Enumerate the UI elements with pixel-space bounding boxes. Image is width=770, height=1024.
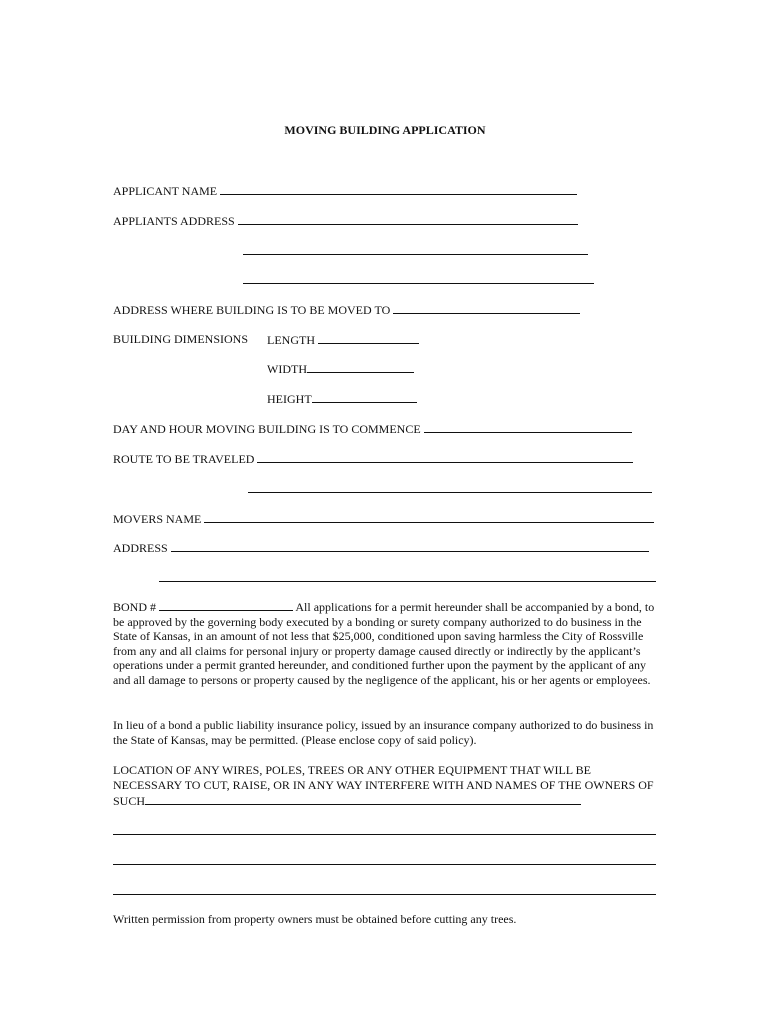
- route-field-1[interactable]: [257, 451, 633, 463]
- length-field[interactable]: [318, 332, 419, 344]
- applicant-address-field-1[interactable]: [238, 213, 578, 225]
- height-field[interactable]: [312, 391, 417, 403]
- location-text: LOCATION OF ANY WIRES, POLES, TREES OR ANY OTHER EQUIPMENT THAT WILL BE NECESSARY TO CUT, RAISE, OR IN ANY WAY INTERFERE WITH AND NAMES OF THE OWNERS OF SUCH: [113, 763, 654, 808]
- dimensions-row: [113, 332, 248, 346]
- applicant-name-row: [113, 183, 577, 198]
- applicant-address-row: [113, 213, 578, 228]
- bond-text: All applications for a permit hereunder shall be accompanied by a bond, to be approved by the governing body executed by a bonding or surety company authorized to do business in the State of Kansas, in an amount of not less that $25,000, conditioned upon saving harmless the City of Rossville from any and all claims for personal injury or property damage caused directly or indirectly by the applicant’s operations under a permit granted hereunder, and conditioned further upon the payment by the applicant of any and all damage to persons or property caused by the negligence of the applicant, his or her agents or employees.: [113, 600, 655, 687]
- owners-row-2: [113, 823, 656, 838]
- move-address-field[interactable]: [393, 302, 580, 314]
- location-paragraph: [113, 763, 658, 809]
- dimensions-label: BUILDING DIMENSIONS: [113, 332, 248, 346]
- owners-row-4: [113, 883, 656, 898]
- bond-label: BOND #: [113, 600, 157, 614]
- movers-address-row-2: [159, 570, 656, 585]
- length-label: LENGTH: [267, 333, 315, 347]
- width-row: [267, 361, 414, 376]
- route-label: ROUTE TO BE TRAVELED: [113, 452, 255, 466]
- move-address-row: [113, 302, 580, 317]
- commence-label: DAY AND HOUR MOVING BUILDING IS TO COMMENCE: [113, 422, 421, 436]
- trees-note: Written permission from property owners must be obtained before cutting any trees.: [113, 912, 517, 926]
- width-label: WIDTH: [267, 362, 307, 376]
- applicant-address-label: APPLIANTS ADDRESS: [113, 214, 235, 228]
- height-row: [267, 391, 417, 406]
- commence-field[interactable]: [424, 421, 632, 433]
- applicant-address-field-3[interactable]: [243, 272, 594, 284]
- width-field[interactable]: [307, 361, 414, 373]
- movers-name-field[interactable]: [204, 511, 654, 523]
- movers-name-row: [113, 511, 654, 526]
- owners-field-1[interactable]: [145, 793, 581, 805]
- height-label: HEIGHT: [267, 392, 312, 406]
- commence-row: [113, 421, 632, 436]
- applicant-address-row-2: [243, 243, 588, 258]
- applicant-address-row-3: [243, 272, 594, 287]
- movers-address-row: [113, 540, 649, 555]
- move-address-label: ADDRESS WHERE BUILDING IS TO BE MOVED TO: [113, 303, 391, 317]
- applicant-address-field-2[interactable]: [243, 243, 588, 255]
- route-row-2: [248, 481, 652, 496]
- route-row: [113, 451, 633, 466]
- bond-number-field[interactable]: [159, 599, 293, 611]
- insurance-paragraph: In lieu of a bond a public liability insurance policy, issued by an insurance company authorized to do business in the State of Kansas, may be permitted. (Please enclose copy of said policy).: [113, 718, 654, 747]
- applicant-name-field[interactable]: [220, 183, 577, 195]
- route-field-2[interactable]: [248, 481, 652, 493]
- document-title: MOVING BUILDING APPLICATION: [284, 123, 486, 137]
- movers-address-field-1[interactable]: [171, 540, 649, 552]
- length-row: [267, 332, 419, 347]
- bond-paragraph: [113, 599, 658, 688]
- owners-row-3: [113, 853, 656, 868]
- movers-address-field-2[interactable]: [159, 570, 656, 582]
- owners-field-4[interactable]: [113, 883, 656, 895]
- movers-name-label: MOVERS NAME: [113, 512, 202, 526]
- owners-field-2[interactable]: [113, 823, 656, 835]
- applicant-name-label: APPLICANT NAME: [113, 184, 218, 198]
- owners-field-3[interactable]: [113, 853, 656, 865]
- movers-address-label: ADDRESS: [113, 541, 168, 555]
